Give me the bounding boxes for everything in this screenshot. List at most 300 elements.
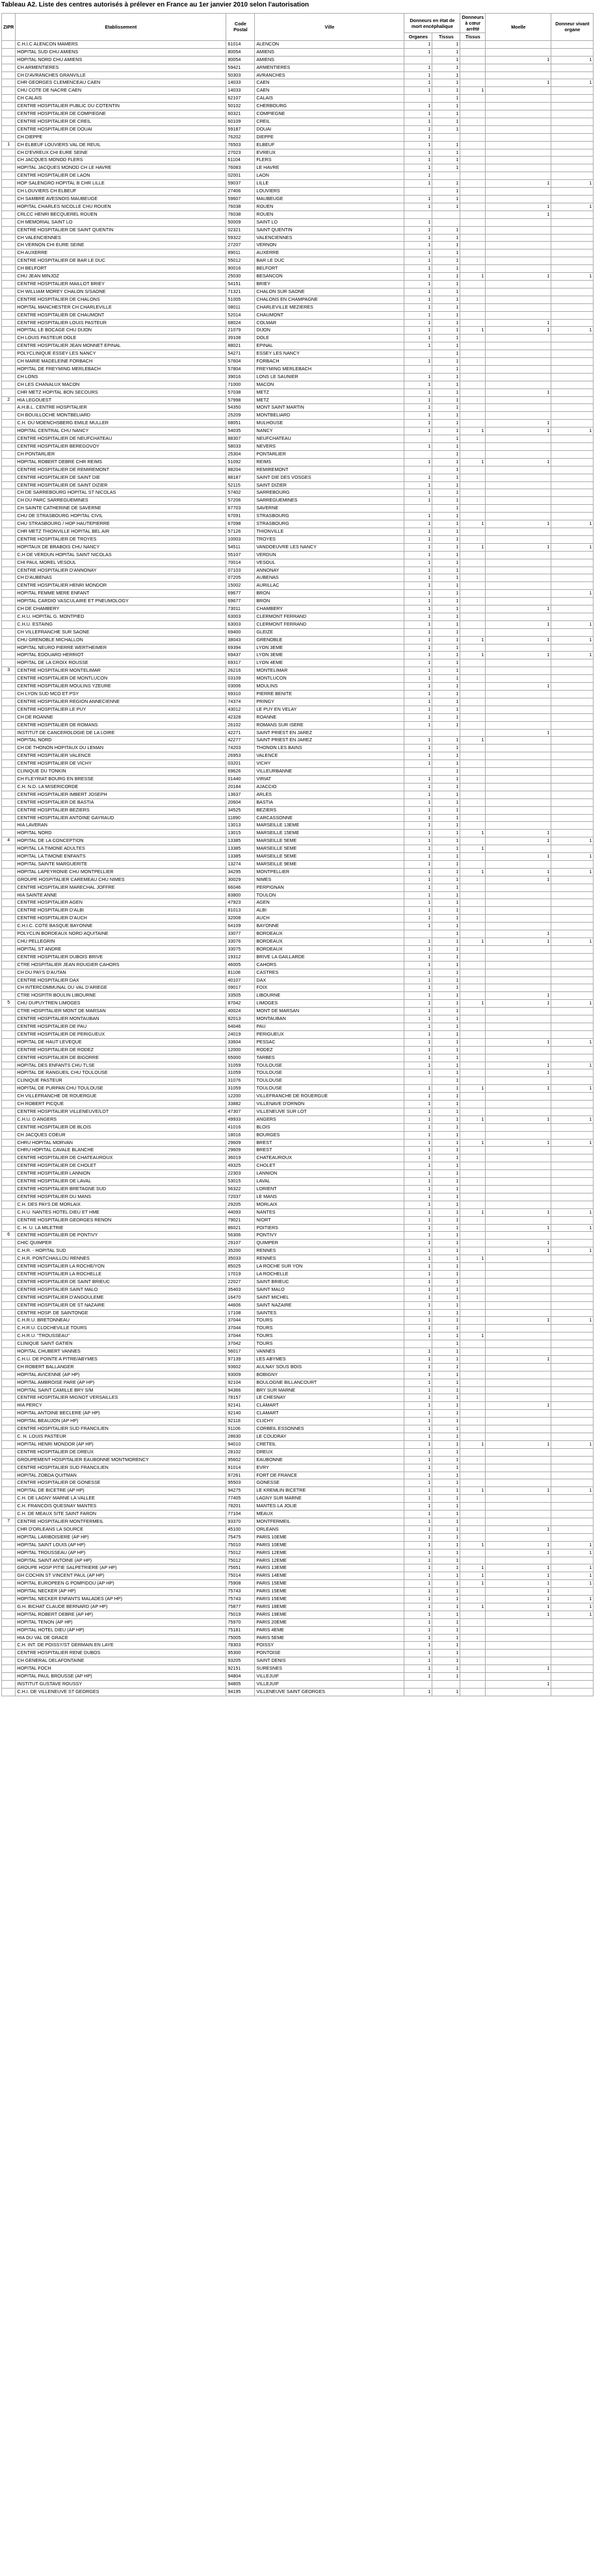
cell-zone xyxy=(2,814,16,822)
cell-ville: TOULON xyxy=(255,891,404,899)
cell-moelle xyxy=(486,1325,551,1333)
cell-etablissement: HOPITAL TROUSSEAU (AP HP) xyxy=(16,1549,226,1557)
cell-zone xyxy=(2,1588,16,1596)
cell-zone xyxy=(2,1348,16,1356)
cell-tissus-ca: 1 xyxy=(460,327,486,335)
cell-moelle: 1 xyxy=(486,930,551,938)
cell-etablissement: GROUPE HOSP PITIE SALPETRIERE (AP HP) xyxy=(16,1564,226,1572)
cell-etablissement: CENTRE HOSPITALIER PUBLIC DU COTENTIN xyxy=(16,103,226,110)
cell-tissus-ca xyxy=(460,48,486,56)
cell-tissus-ca xyxy=(460,1681,486,1689)
cell-tissus-ca xyxy=(460,513,486,520)
cell-tissus: 1 xyxy=(432,567,460,574)
cell-moelle xyxy=(486,691,551,698)
cell-moelle xyxy=(486,582,551,590)
cell-code-postal: 08011 xyxy=(226,303,255,311)
cell-code-postal: 74203 xyxy=(226,745,255,752)
cell-tissus: 1 xyxy=(432,1386,460,1394)
cell-ville: FORBACH xyxy=(255,358,404,366)
cell-code-postal: 82013 xyxy=(226,1015,255,1023)
cell-moelle: 1 xyxy=(486,652,551,659)
cell-organes: 1 xyxy=(404,443,432,451)
cell-zone xyxy=(2,1379,16,1386)
cell-organes: 1 xyxy=(404,196,432,203)
cell-code-postal: 21079 xyxy=(226,327,255,335)
cell-moelle: 1 xyxy=(486,1247,551,1255)
cell-ville: PIERRE BENITE xyxy=(255,691,404,698)
cell-zone xyxy=(2,79,16,87)
cell-code-postal: 79021 xyxy=(226,1216,255,1224)
cell-code-postal: 94010 xyxy=(226,1440,255,1448)
cell-tissus: 1 xyxy=(432,620,460,628)
cell-organes: 1 xyxy=(404,1665,432,1673)
cell-etablissement: HIA LAVERAN xyxy=(16,822,226,830)
cell-tissus: 1 xyxy=(432,535,460,543)
cell-donneur-vivant xyxy=(551,1348,594,1356)
cell-etablissement: CH FLEYRIAT BOURG EN BRESSE xyxy=(16,775,226,783)
cell-moelle xyxy=(486,48,551,56)
cell-code-postal: 72037 xyxy=(226,1193,255,1201)
table-row xyxy=(2,1410,594,1418)
cell-ville: PERPIGNAN xyxy=(255,884,404,891)
cell-code-postal: 18016 xyxy=(226,1131,255,1139)
cell-organes: 1 xyxy=(404,1270,432,1278)
cell-zone xyxy=(2,157,16,164)
cell-code-postal: 17019 xyxy=(226,1270,255,1278)
cell-zone xyxy=(2,242,16,249)
cell-zone xyxy=(2,729,16,737)
table-row xyxy=(2,56,594,64)
cell-donneur-vivant xyxy=(551,1386,594,1394)
cell-tissus-ca: 1 xyxy=(460,938,486,946)
cell-moelle: 1 xyxy=(486,830,551,837)
cell-donneur-vivant xyxy=(551,1681,594,1689)
cell-tissus: 1 xyxy=(432,458,460,466)
cell-zone xyxy=(2,961,16,969)
cell-etablissement: HOPITAL DE LA CROIX ROUSSE xyxy=(16,659,226,667)
cell-etablissement: CLINIQUE SAINT GATIEN xyxy=(16,1340,226,1348)
cell-organes: 1 xyxy=(404,358,432,366)
cell-tissus-ca: 1 xyxy=(460,1208,486,1216)
table-row xyxy=(2,1201,594,1208)
table-row xyxy=(2,884,594,891)
cell-donneur-vivant xyxy=(551,1232,594,1240)
cell-organes: 1 xyxy=(404,806,432,814)
cell-tissus-ca xyxy=(460,1464,486,1472)
cell-code-postal: 94805 xyxy=(226,1681,255,1689)
cell-moelle xyxy=(486,1673,551,1681)
cell-moelle xyxy=(486,791,551,798)
cell-zone xyxy=(2,435,16,443)
cell-donneur-vivant xyxy=(551,335,594,342)
cell-etablissement: C.H. FRANCOIS QUESNAY MANTES xyxy=(16,1503,226,1511)
cell-moelle xyxy=(486,133,551,141)
cell-organes: 1 xyxy=(404,497,432,505)
cell-donneur-vivant xyxy=(551,953,594,961)
cell-code-postal: 91106 xyxy=(226,1425,255,1433)
cell-ville: QUIMPER xyxy=(255,1240,404,1247)
table-row xyxy=(2,257,594,265)
cell-moelle xyxy=(486,559,551,567)
cell-tissus: 1 xyxy=(432,938,460,946)
cell-code-postal: 90016 xyxy=(226,265,255,273)
cell-organes: 1 xyxy=(404,1286,432,1294)
cell-tissus: 1 xyxy=(432,768,460,776)
cell-organes: 1 xyxy=(404,1596,432,1603)
cell-moelle: 1 xyxy=(486,868,551,876)
cell-code-postal: 46005 xyxy=(226,961,255,969)
cell-ville: VICHY xyxy=(255,760,404,768)
cell-ville: CALAIS xyxy=(255,95,404,103)
cell-organes: 1 xyxy=(404,1479,432,1487)
cell-donneur-vivant xyxy=(551,1193,594,1201)
cell-organes: 1 xyxy=(404,899,432,907)
cell-tissus-ca xyxy=(460,466,486,474)
cell-donneur-vivant xyxy=(551,404,594,412)
cell-ville: LA ROCHELLE xyxy=(255,1270,404,1278)
cell-tissus: 1 xyxy=(432,559,460,567)
table-row xyxy=(2,698,594,706)
cell-etablissement: CENTRE HOSPITALIER DE ROMANS xyxy=(16,721,226,729)
cell-organes: 1 xyxy=(404,489,432,497)
cell-tissus: 1 xyxy=(432,327,460,335)
cell-ville: PARIS 15EME xyxy=(255,1580,404,1588)
cell-donneur-vivant xyxy=(551,48,594,56)
cell-zone xyxy=(2,636,16,644)
cell-donneur-vivant xyxy=(551,628,594,636)
cell-etablissement: HOPITAL JACQUES MONOD CH LE HAVRE xyxy=(16,164,226,172)
cell-donneur-vivant xyxy=(551,1657,594,1665)
cell-code-postal: 94804 xyxy=(226,1673,255,1681)
cell-zone xyxy=(2,1216,16,1224)
cell-tissus: 1 xyxy=(432,1023,460,1030)
table-row xyxy=(2,443,594,451)
cell-zone xyxy=(2,1046,16,1054)
cell-code-postal: 83800 xyxy=(226,891,255,899)
cell-tissus-ca xyxy=(460,1418,486,1425)
cell-tissus-ca: 1 xyxy=(460,868,486,876)
table-row xyxy=(2,481,594,489)
cell-etablissement: HOPITAL DE BICETRE (AP HP) xyxy=(16,1487,226,1495)
header-etablissement: Etablissement xyxy=(16,14,226,41)
cell-tissus-ca xyxy=(460,1355,486,1363)
table-row xyxy=(2,1038,594,1046)
cell-donneur-vivant xyxy=(551,1464,594,1472)
cell-zone xyxy=(2,1224,16,1232)
cell-tissus-ca: 1 xyxy=(460,1255,486,1263)
cell-moelle xyxy=(486,71,551,79)
cell-donneur-vivant xyxy=(551,396,594,404)
cell-ville: MOULINS xyxy=(255,683,404,691)
cell-organes: 1 xyxy=(404,1093,432,1101)
cell-moelle xyxy=(486,1626,551,1634)
cell-zone xyxy=(2,791,16,798)
cell-tissus-ca xyxy=(460,992,486,1000)
cell-donneur-vivant xyxy=(551,1503,594,1511)
cell-etablissement: CENTRE HOSPITALIER IMBERT JOSEPH xyxy=(16,791,226,798)
cell-tissus: 1 xyxy=(432,1333,460,1340)
cell-zone xyxy=(2,830,16,837)
table-row xyxy=(2,775,594,783)
cell-ville: GONESSE xyxy=(255,1479,404,1487)
cell-code-postal: 35200 xyxy=(226,1247,255,1255)
cell-zone xyxy=(2,1549,16,1557)
cell-tissus-ca xyxy=(460,1665,486,1673)
cell-zone xyxy=(2,1418,16,1425)
cell-zone xyxy=(2,481,16,489)
cell-tissus-ca: 1 xyxy=(460,458,486,466)
cell-ville: PARIS 10EME xyxy=(255,1533,404,1541)
cell-tissus-ca xyxy=(460,1147,486,1154)
cell-zone xyxy=(2,311,16,319)
cell-etablissement: CENTRE HOSPITALIER LANNION xyxy=(16,1170,226,1178)
cell-organes: 1 xyxy=(404,1054,432,1062)
cell-organes: 1 xyxy=(404,1418,432,1425)
cell-tissus: 1 xyxy=(432,830,460,837)
cell-ville: MORLAIX xyxy=(255,1201,404,1208)
cell-moelle xyxy=(486,1046,551,1054)
table-row xyxy=(2,1232,594,1240)
cell-etablissement: CENTRE HOSPITALIER GEORGES RENON xyxy=(16,1216,226,1224)
cell-ville: LONS LE SAUNIER xyxy=(255,373,404,381)
cell-tissus-ca xyxy=(460,56,486,64)
cell-zone xyxy=(2,598,16,606)
cell-organes: 1 xyxy=(404,1379,432,1386)
cell-tissus: 1 xyxy=(432,992,460,1000)
cell-organes: 1 xyxy=(404,1386,432,1394)
cell-ville: BAYONNE xyxy=(255,923,404,930)
cell-tissus-ca xyxy=(460,798,486,806)
cell-donneur-vivant: 1 xyxy=(551,520,594,528)
cell-tissus: 1 xyxy=(432,1046,460,1054)
cell-zone xyxy=(2,188,16,196)
cell-donneur-vivant: 1 xyxy=(551,427,594,435)
cell-donneur-vivant xyxy=(551,1634,594,1642)
cell-tissus: 1 xyxy=(432,481,460,489)
cell-ville: BESANCON xyxy=(255,273,404,281)
cell-etablissement: HOPITAL DE FREYMING MERLEBACH xyxy=(16,365,226,373)
cell-zone xyxy=(2,1108,16,1116)
cell-etablissement: CHU DUPUYTREN LIMOGES xyxy=(16,1000,226,1008)
cell-code-postal: 94366 xyxy=(226,1386,255,1394)
cell-tissus-ca xyxy=(460,606,486,613)
cell-zone xyxy=(2,1309,16,1317)
cell-moelle: 1 xyxy=(486,837,551,845)
cell-ville: PARIS 4EME xyxy=(255,1626,404,1634)
cell-donneur-vivant: 1 xyxy=(551,636,594,644)
cell-tissus: 1 xyxy=(432,868,460,876)
cell-moelle xyxy=(486,1425,551,1433)
cell-code-postal: 57126 xyxy=(226,528,255,535)
cell-tissus: 1 xyxy=(432,1278,460,1286)
cell-etablissement: CH LONS xyxy=(16,373,226,381)
cell-ville: CHERBOURG xyxy=(255,103,404,110)
cell-organes: 1 xyxy=(404,1178,432,1186)
cell-zone xyxy=(2,373,16,381)
cell-moelle xyxy=(486,1008,551,1015)
cell-zone xyxy=(2,1495,16,1503)
table-row xyxy=(2,1557,594,1564)
cell-moelle xyxy=(486,303,551,311)
cell-zone xyxy=(2,1147,16,1154)
cell-etablissement: CH LES CHANALUX MACON xyxy=(16,381,226,389)
cell-ville: RENNES xyxy=(255,1255,404,1263)
cell-donneur-vivant xyxy=(551,1186,594,1193)
cell-etablissement: CH GENERAL DELAFONTAINE xyxy=(16,1657,226,1665)
cell-moelle xyxy=(486,915,551,923)
cell-code-postal: 24019 xyxy=(226,1030,255,1038)
cell-donneur-vivant xyxy=(551,280,594,288)
cell-etablissement: CENTRE HOSPITALIER SUD FRANCILIEN xyxy=(16,1464,226,1472)
cell-code-postal: 22303 xyxy=(226,1170,255,1178)
cell-zone xyxy=(2,381,16,389)
table-row xyxy=(2,1642,594,1650)
cell-tissus: 1 xyxy=(432,373,460,381)
cell-organes: 1 xyxy=(404,1348,432,1356)
cell-code-postal: 09017 xyxy=(226,984,255,992)
cell-tissus-ca xyxy=(460,1101,486,1108)
cell-donneur-vivant xyxy=(551,1518,594,1525)
cell-tissus: 1 xyxy=(432,1232,460,1240)
cell-tissus: 1 xyxy=(432,1363,460,1371)
header-donneur-vivant: Donneur vivant organe xyxy=(551,14,594,41)
cell-etablissement: CH VERNON CHI EURE SEINE xyxy=(16,242,226,249)
header-organes: Organes xyxy=(404,33,432,41)
cell-etablissement: HIA SAINTE ANNE xyxy=(16,891,226,899)
cell-moelle xyxy=(486,1093,551,1101)
table-row xyxy=(2,899,594,907)
cell-zone xyxy=(2,1596,16,1603)
cell-tissus: 1 xyxy=(432,203,460,210)
cell-tissus: 1 xyxy=(432,188,460,196)
cell-tissus: 1 xyxy=(432,945,460,953)
cell-zone xyxy=(2,1178,16,1186)
cell-ville: ALENCON xyxy=(255,40,404,48)
cell-tissus: 1 xyxy=(432,1425,460,1433)
cell-tissus: 1 xyxy=(432,103,460,110)
cell-code-postal: 78157 xyxy=(226,1394,255,1402)
table-row xyxy=(2,598,594,606)
cell-donneur-vivant xyxy=(551,125,594,133)
cell-etablissement: CENTRE HOSPITALIER D'ALBI xyxy=(16,907,226,915)
cell-tissus-ca xyxy=(460,721,486,729)
cell-code-postal: 14033 xyxy=(226,79,255,87)
cell-etablissement: CENTRE HOSPITALIER JEAN MONNET EPINAL xyxy=(16,342,226,350)
cell-moelle: 1 xyxy=(486,1681,551,1689)
cell-tissus-ca xyxy=(460,814,486,822)
cell-tissus xyxy=(432,133,460,141)
table-row xyxy=(2,1386,594,1394)
cell-moelle: 1 xyxy=(486,1317,551,1325)
cell-organes: 1 xyxy=(404,203,432,210)
table-row xyxy=(2,923,594,930)
cell-moelle: 1 xyxy=(486,327,551,335)
cell-donneur-vivant xyxy=(551,474,594,481)
cell-zone xyxy=(2,1642,16,1650)
cell-zone xyxy=(2,427,16,435)
cell-etablissement: HOPITAL HENRI MONDOR (AP HP) xyxy=(16,1440,226,1448)
cell-donneur-vivant xyxy=(551,257,594,265)
cell-code-postal: 03201 xyxy=(226,760,255,768)
cell-etablissement: CENTRE HOSPITALIER LE PUY xyxy=(16,706,226,713)
cell-moelle xyxy=(486,157,551,164)
table-row xyxy=(2,520,594,528)
cell-tissus: 1 xyxy=(432,1348,460,1356)
cell-zone xyxy=(2,1665,16,1673)
cell-ville: DOLE xyxy=(255,335,404,342)
cell-moelle xyxy=(486,1340,551,1348)
cell-code-postal: 54511 xyxy=(226,543,255,551)
cell-tissus-ca xyxy=(460,435,486,443)
cell-code-postal: 89011 xyxy=(226,249,255,257)
cell-moelle xyxy=(486,1162,551,1170)
cell-moelle xyxy=(486,149,551,157)
cell-moelle xyxy=(486,1464,551,1472)
table-row xyxy=(2,1108,594,1116)
table-row xyxy=(2,1596,594,1603)
cell-donneur-vivant: 1 xyxy=(551,1000,594,1008)
cell-zone xyxy=(2,1487,16,1495)
cell-code-postal: 68024 xyxy=(226,319,255,327)
cell-tissus: 1 xyxy=(432,242,460,249)
cell-moelle xyxy=(486,1030,551,1038)
cell-donneur-vivant: 1 xyxy=(551,853,594,861)
cell-donneur-vivant xyxy=(551,559,594,567)
cell-moelle xyxy=(486,280,551,288)
cell-zone xyxy=(2,118,16,125)
cell-organes xyxy=(404,365,432,373)
cell-moelle xyxy=(486,1015,551,1023)
cell-ville: EVRY xyxy=(255,1464,404,1472)
cell-organes: 1 xyxy=(404,288,432,296)
table-row xyxy=(2,961,594,969)
cell-zone xyxy=(2,953,16,961)
cell-organes: 1 xyxy=(404,79,432,87)
cell-tissus-ca xyxy=(460,961,486,969)
cell-tissus-ca xyxy=(460,876,486,884)
cell-donneur-vivant xyxy=(551,1418,594,1425)
table-row xyxy=(2,1456,594,1464)
table-row xyxy=(2,691,594,698)
cell-zone: 1 xyxy=(2,141,16,149)
cell-tissus-ca xyxy=(460,535,486,543)
cell-tissus-ca xyxy=(460,884,486,891)
cell-code-postal: 13013 xyxy=(226,822,255,830)
table-row xyxy=(2,659,594,667)
cell-code-postal: 67091 xyxy=(226,513,255,520)
cell-tissus-ca xyxy=(460,1038,486,1046)
cell-etablissement: CENTRE HOSPITALIER DE DREUX xyxy=(16,1448,226,1456)
cell-zone xyxy=(2,876,16,884)
cell-ville: BOBIGNY xyxy=(255,1371,404,1379)
cell-tissus-ca xyxy=(460,1023,486,1030)
cell-moelle xyxy=(486,1216,551,1224)
cell-donneur-vivant xyxy=(551,961,594,969)
cell-moelle xyxy=(486,1108,551,1116)
cell-etablissement: C.H DE VERDUN HOPITAL SAINT NICOLAS xyxy=(16,551,226,559)
cell-tissus-ca xyxy=(460,768,486,776)
cell-tissus-ca xyxy=(460,319,486,327)
cell-organes: 1 xyxy=(404,559,432,567)
cell-zone xyxy=(2,404,16,412)
cell-etablissement: C.H.U. ESTAING xyxy=(16,620,226,628)
cell-tissus-ca xyxy=(460,1224,486,1232)
cell-tissus: 1 xyxy=(432,721,460,729)
cell-tissus-ca xyxy=(460,71,486,79)
cell-ville: LE CHESNAY xyxy=(255,1394,404,1402)
cell-tissus-ca xyxy=(460,1673,486,1681)
cell-code-postal: 31059 xyxy=(226,1062,255,1069)
